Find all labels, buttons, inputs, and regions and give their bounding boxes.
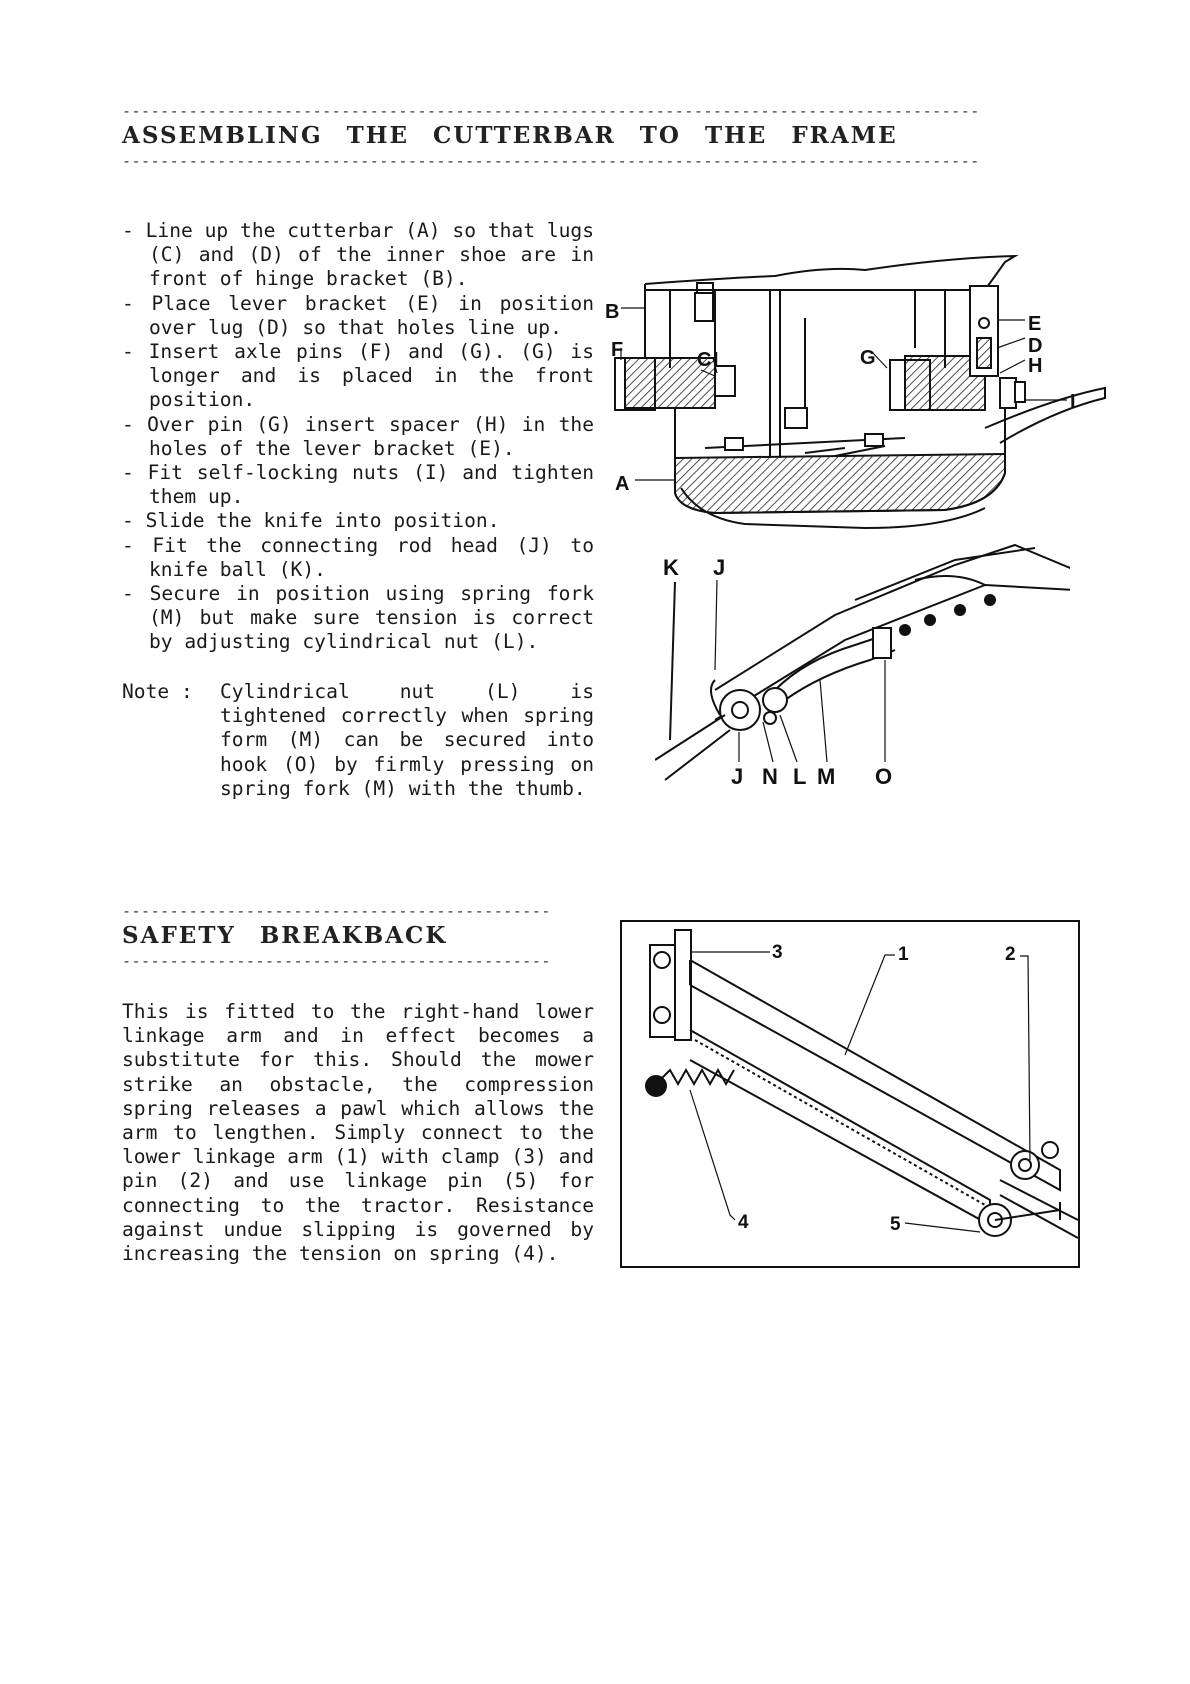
fig3-label-1: 1 [898,944,909,965]
fig1-label-g: G [860,347,876,369]
breakback-paragraph: This is fitted to the right-hand lower linkage arm and in effect becomes a substitute for this. Should the mower strike an obstacle, the compression spring releases a pawl which allows the arm to lengthen. Simply connect to the lower linkage arm (1) with clamp (3) and pin (2) and use linkage pin (5) for connecting to the tractor. Resistance against undue slipping is governed by increasing the tension on spring (4). [122,1000,594,1266]
fig1-label-i-right: I [1070,391,1076,413]
fig1-label-d: D [1028,335,1043,357]
step-item: - Place lever bracket (E) in position over lug (D) so that holes line up. [122,292,594,340]
fig1-label-i: I [713,349,719,371]
note-label: Note : [122,680,193,703]
fig3-label-4: 4 [738,1212,749,1233]
connecting-rod-diagram [655,540,1070,790]
heading-rule-bottom: ------------------------------------------------------------------------------------------ [122,154,980,169]
step-item: - Over pin (G) insert spacer (H) in the holes of the lever bracket (E). [122,413,594,461]
safety-breakback-diagram [620,920,1080,1270]
step-item: - Secure in position using spring fork (M) but make sure tension is correct by adjusting cylindrical nut (L). [122,582,594,655]
fig2-label-m: M [817,764,836,789]
section-title-breakback: SAFETY BREAKBACK [122,922,448,949]
cutterbar-frame-diagram [605,248,1110,530]
fig1-label-c: C [697,349,712,371]
fig1-label-e: E [1028,313,1042,335]
heading-rule-top: ------------------------------------------------------------------------------------------ [122,104,980,119]
step-item: - Fit self-locking nuts (I) and tighten them up. [122,461,594,509]
fig3-label-2: 2 [1005,944,1016,965]
assembly-steps [122,219,594,655]
heading-rule-top: --------------------------------------------- [122,904,551,919]
step-item: - Insert axle pins (F) and (G). (G) is longer and is placed in the front position. [122,340,594,413]
fig1-label-h: H [1028,355,1043,377]
fig1-label-b: B [605,301,620,323]
fig2-label-n: N [762,764,778,789]
heading-rule-bottom: --------------------------------------------- [122,954,551,969]
fig2-label-k: K [663,555,679,580]
note-block [122,680,594,801]
fig1-label-f: F [611,339,624,361]
note-text: Cylindrical nut (L) is tightened correctly when spring form (M) can be secured into hook (O) by firmly pressing on spring fork (M) with the thumb. [220,680,594,800]
section-title-cutterbar: ASSEMBLING THE CUTTERBAR TO THE FRAME [122,122,898,149]
step-item: - Slide the knife into position. [122,509,594,533]
fig2-label-j: J [731,764,744,789]
fig3-label-5: 5 [890,1214,901,1235]
fig2-label-j-top: J [713,555,726,580]
fig1-label-a: A [615,473,630,495]
fig2-label-l: L [793,764,807,789]
fig2-label-o: O [875,764,893,789]
step-item: - Line up the cutterbar (A) so that lugs (C) and (D) of the inner shoe are in front of hinge bracket (B). [122,219,594,292]
step-item: - Fit the connecting rod head (J) to knife ball (K). [122,534,594,582]
fig3-label-3: 3 [772,942,783,963]
